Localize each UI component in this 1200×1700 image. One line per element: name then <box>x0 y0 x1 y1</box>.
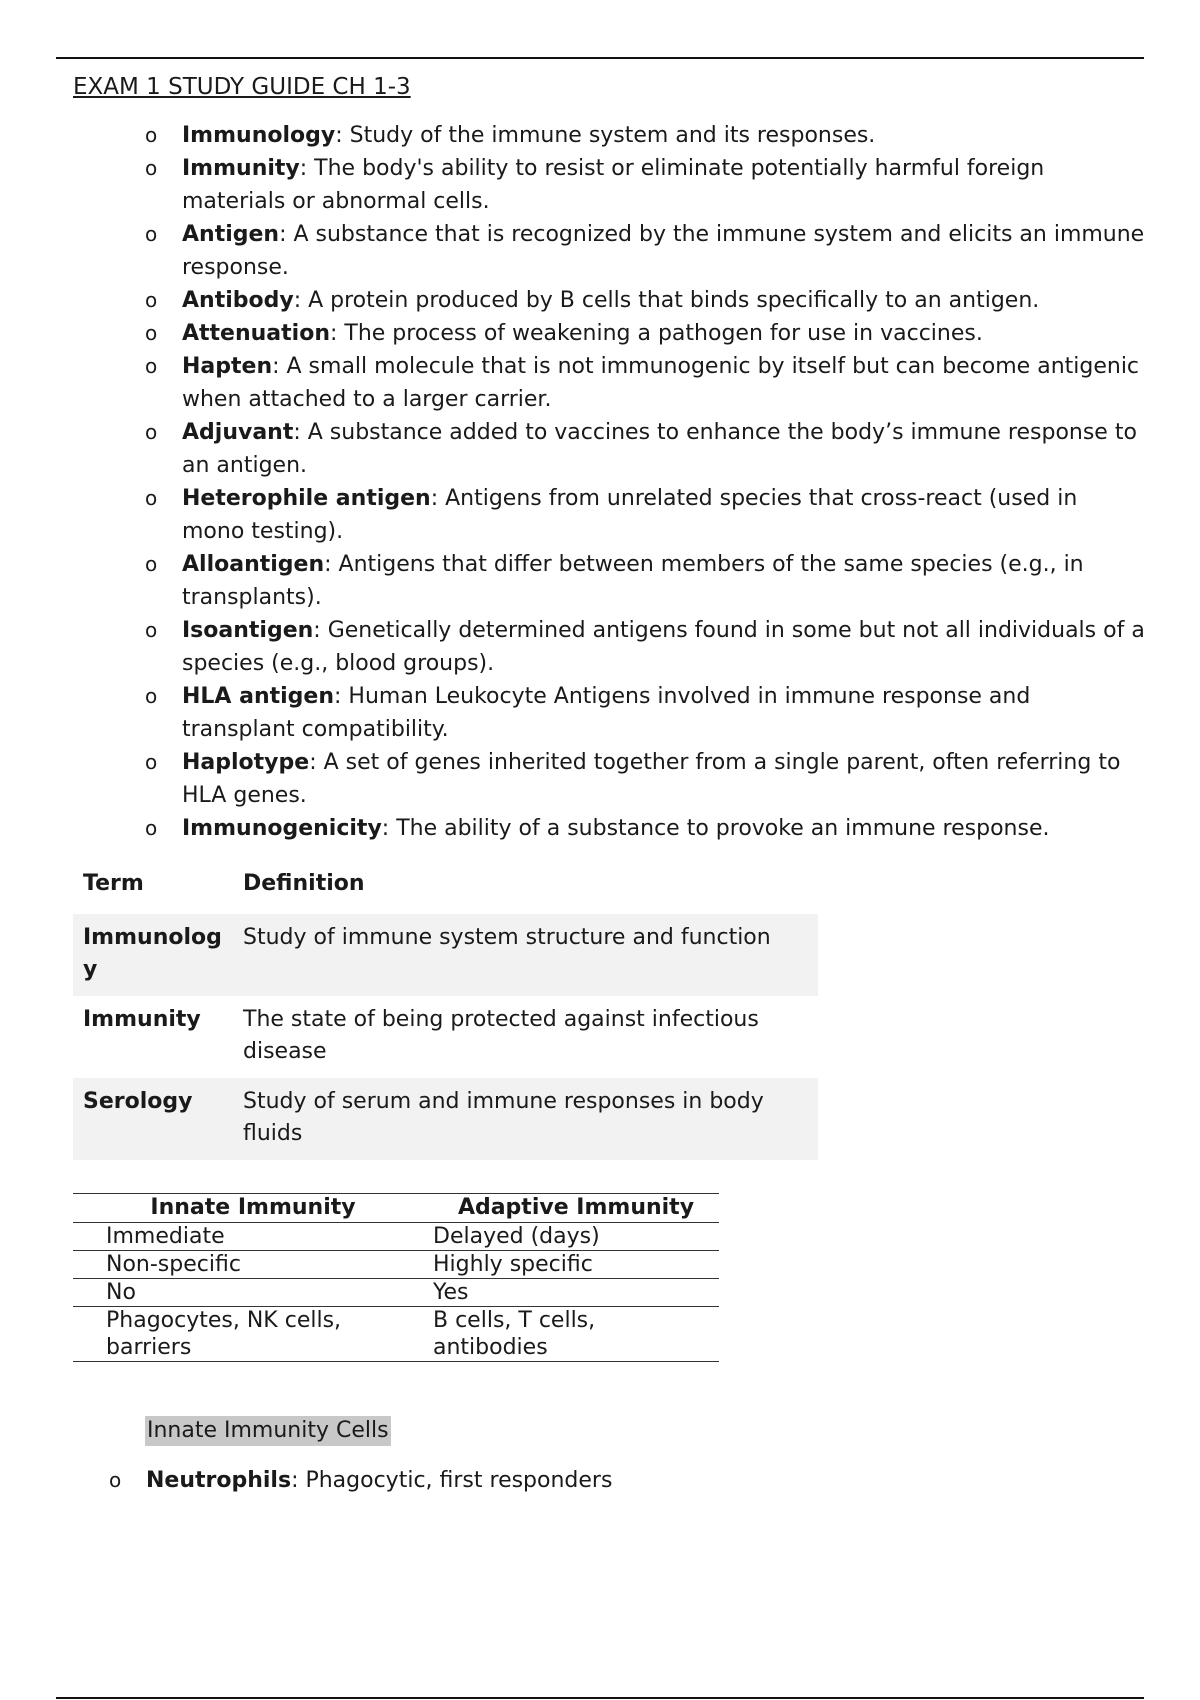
definition-term: Haplotype <box>182 750 310 775</box>
bullet-icon: o <box>145 552 158 576</box>
definition-item <box>145 614 1145 680</box>
definition-item <box>145 680 1145 746</box>
table-row <box>73 1251 719 1279</box>
innate-cell: Non-specific <box>73 1251 433 1279</box>
definition-term: Alloantigen <box>182 552 325 577</box>
innate-vs-adaptive-table <box>73 1193 719 1362</box>
definition-item <box>145 284 1145 317</box>
definition-item <box>145 350 1145 416</box>
table-row <box>73 996 818 1078</box>
definition-text: : The process of weakening a pathogen for use in vaccines. <box>329 321 983 346</box>
table-term-cell: Serology <box>73 1078 233 1160</box>
innate-cell: No <box>73 1279 433 1307</box>
page-title: EXAM 1 STUDY GUIDE CH 1-3 <box>73 74 411 100</box>
bullet-icon: o <box>145 123 158 147</box>
definition-term: Immunogenicity <box>182 816 382 841</box>
definition-term: Isoantigen <box>182 618 314 643</box>
term-definition-table <box>73 864 818 1160</box>
definition-term: HLA antigen <box>182 684 335 709</box>
definition-text: : A substance that is recognized by the immune system and elicits an immune response. <box>182 222 1145 280</box>
table-term-cell: Immunology <box>73 914 233 996</box>
adaptive-cell: Delayed (days) <box>433 1223 719 1251</box>
definition-item <box>145 746 1145 812</box>
bullet-icon: o <box>145 486 158 510</box>
definition-text: : Human Leukocyte Antigens involved in immune response and transplant compatibility. <box>182 684 1031 742</box>
definition-term: Antigen <box>182 222 280 247</box>
table-header-row <box>73 1194 719 1223</box>
cell-text: : Phagocytic, first responders <box>291 1468 613 1493</box>
table-row <box>73 914 818 996</box>
cell-term: Neutrophils <box>146 1468 292 1493</box>
definition-text: : The ability of a substance to provoke an immune response. <box>381 816 1050 841</box>
table-definition-cell: Study of immune system structure and function <box>233 914 818 996</box>
bullet-icon: o <box>145 321 158 345</box>
table-term-cell: Immunity <box>83 1007 201 1032</box>
definition-item <box>145 416 1145 482</box>
definition-text: : Antigens from unrelated species that cross-react (used in mono testing). <box>182 486 1078 544</box>
definition-term: Adjuvant <box>182 420 294 445</box>
definition-term: Antibody <box>182 288 294 313</box>
bullet-icon: o <box>145 288 158 312</box>
bullet-icon: o <box>145 354 158 378</box>
cell-list-item <box>109 1464 612 1497</box>
table-definition-cell: The state of being protected against infectious disease <box>243 1007 759 1064</box>
definition-list <box>145 119 1145 845</box>
innate-cell: Immediate <box>73 1223 433 1251</box>
definition-column-header: Definition <box>243 871 365 896</box>
definition-item <box>145 317 1145 350</box>
table-row <box>73 1279 719 1307</box>
definition-item <box>145 548 1145 614</box>
definition-item <box>145 152 1145 218</box>
table-header-row <box>73 864 818 914</box>
definition-text: : A protein produced by B cells that binds specifically to an antigen. <box>293 288 1040 313</box>
bullet-icon: o <box>145 618 158 642</box>
definition-text: : A substance added to vaccines to enhance the body’s immune response to an antigen. <box>182 420 1137 478</box>
definition-term: Immunology <box>182 123 336 148</box>
definition-term: Hapten <box>182 354 273 379</box>
definition-text: : The body's ability to resist or eliminate potentially harmful foreign materials or abnormal cells. <box>182 156 1045 214</box>
innate-cell: Phagocytes, NK cells, barriers <box>73 1307 433 1362</box>
table-row <box>73 1307 719 1362</box>
definition-item <box>145 218 1145 284</box>
definition-text: : Genetically determined antigens found in some but not all individuals of a species (e.g., blood groups). <box>182 618 1145 676</box>
bullet-icon: o <box>145 816 158 840</box>
table-row <box>73 1078 818 1160</box>
bullet-icon: o <box>145 420 158 444</box>
adaptive-column-header: Adaptive Immunity <box>433 1194 719 1223</box>
bottom-rule <box>56 1697 1144 1699</box>
bullet-icon: o <box>109 1468 122 1492</box>
definition-item <box>145 482 1145 548</box>
definition-term: Immunity <box>182 156 300 181</box>
bullet-icon: o <box>145 222 158 246</box>
adaptive-cell: B cells, T cells, antibodies <box>433 1307 719 1362</box>
bullet-icon: o <box>145 750 158 774</box>
term-column-header: Term <box>83 871 144 896</box>
definition-item <box>145 812 1145 845</box>
definition-text: : A small molecule that is not immunogenic by itself but can become antigenic when attached to a larger carrier. <box>182 354 1140 412</box>
definition-term: Attenuation <box>182 321 330 346</box>
adaptive-cell: Yes <box>433 1279 719 1307</box>
bullet-icon: o <box>145 156 158 180</box>
definition-item <box>145 119 1145 152</box>
table-definition-cell: Study of serum and immune responses in body fluids <box>233 1078 818 1160</box>
definition-text: : Study of the immune system and its responses. <box>335 123 876 148</box>
definition-term: Heterophile antigen <box>182 486 431 511</box>
top-rule <box>56 57 1144 59</box>
definition-text: : Antigens that differ between members of the same species (e.g., in transplants). <box>182 552 1084 610</box>
bullet-icon: o <box>145 684 158 708</box>
adaptive-cell: Highly specific <box>433 1251 719 1279</box>
definition-text: : A set of genes inherited together from a single parent, often referring to HLA genes. <box>182 750 1121 808</box>
table-row <box>73 1223 719 1251</box>
innate-column-header: Innate Immunity <box>73 1194 433 1223</box>
section-heading: Innate Immunity Cells <box>145 1416 391 1446</box>
